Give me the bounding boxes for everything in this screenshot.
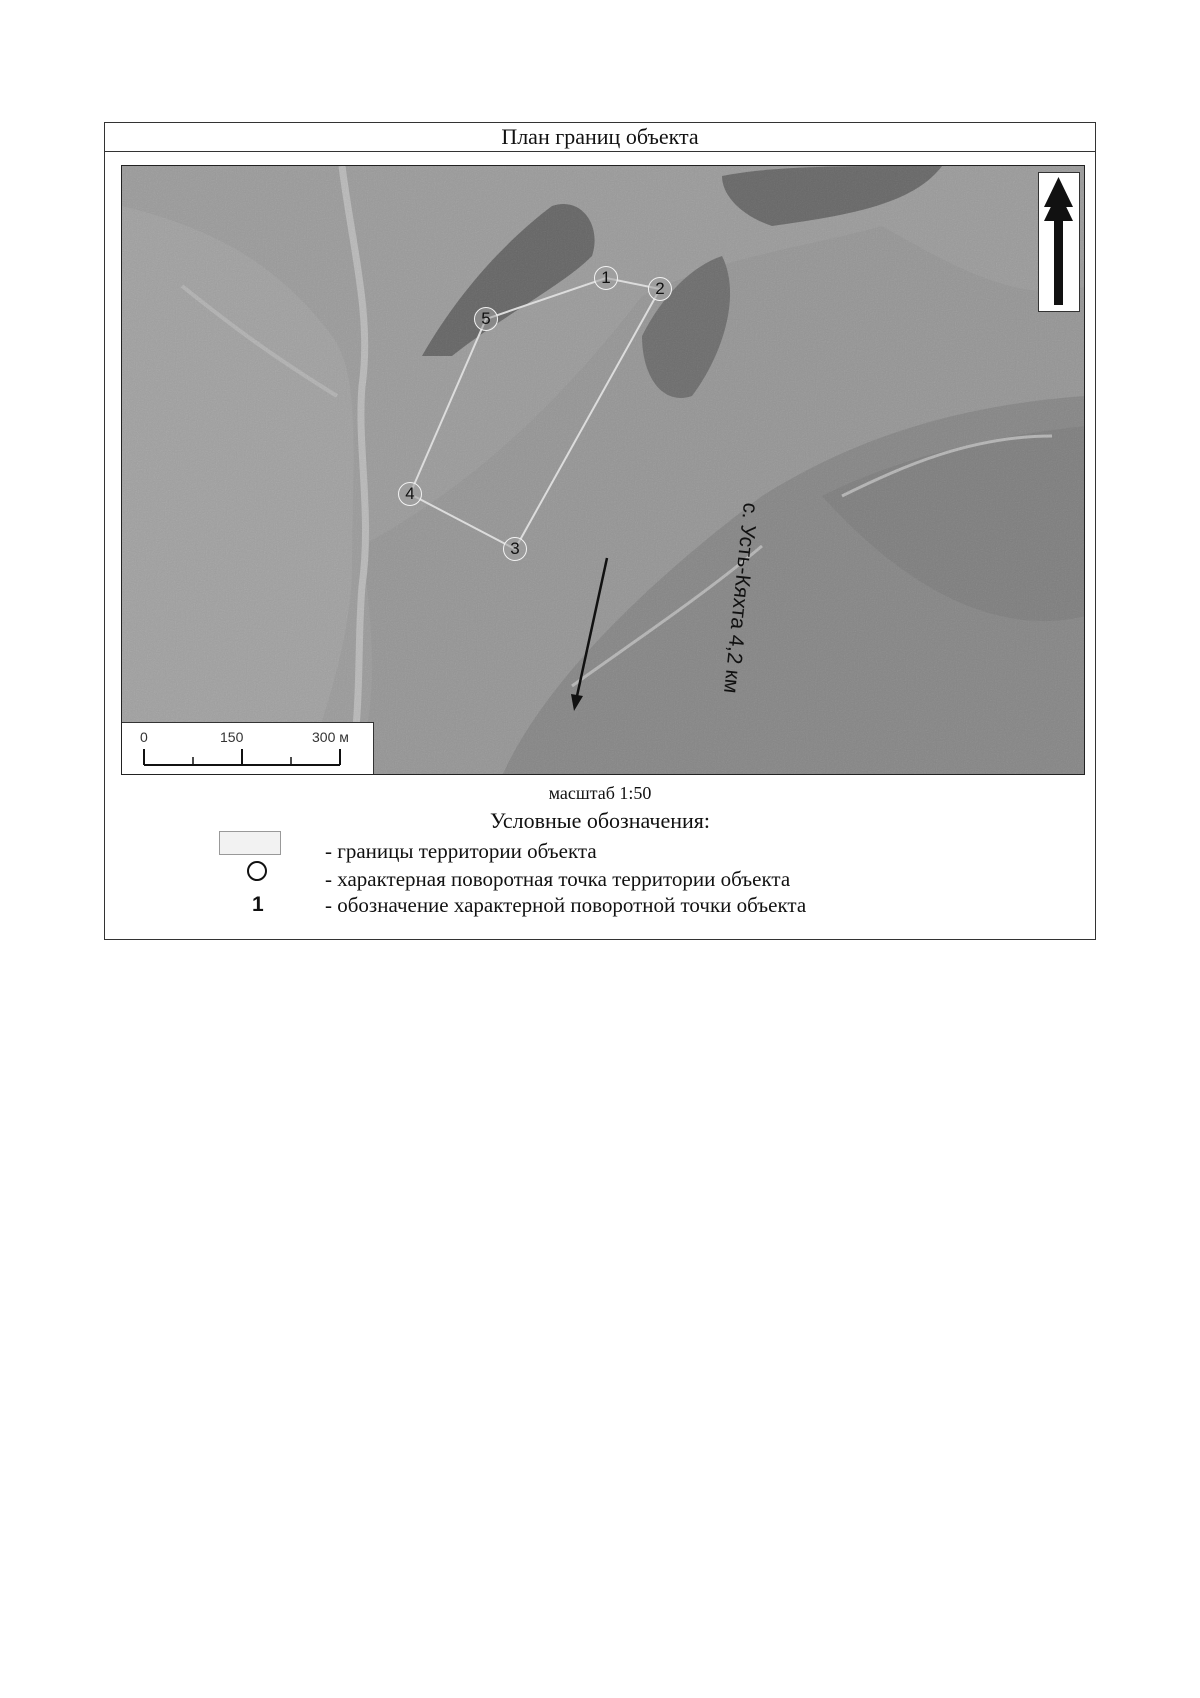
satellite-map: [121, 165, 1085, 775]
legend-item-point: [325, 867, 790, 892]
legend-text-point: - характерная поворотная точка территории объекта: [325, 867, 791, 891]
point-number-symbol: 1: [252, 893, 264, 916]
legend-title: Условные обозначения:: [489, 808, 711, 833]
north-arrow-box: [1038, 172, 1080, 312]
north-arrow-icon: [1039, 173, 1078, 310]
scale-caption: масштаб 1:50: [548, 783, 652, 803]
road-direction-label: с. Усть-Кяхта 4,2 км: [719, 501, 762, 695]
legend-item-label: [252, 893, 807, 918]
plan-title: План границ объекта: [105, 123, 1095, 152]
point-circle-icon: [247, 861, 267, 881]
legend-item-boundary: [325, 839, 597, 864]
legend-text-boundary: - границы территории объекта: [325, 839, 597, 863]
turning-point-1: 1: [594, 266, 618, 290]
boundary-rect-icon: [219, 831, 281, 855]
terrain-imagery: [122, 166, 1085, 775]
scale-tick-0: 0: [140, 729, 148, 745]
scale-bar: [122, 722, 374, 775]
turning-point-2: 2: [648, 277, 672, 301]
scale-ruler: [122, 723, 374, 775]
scale-tick-150: 150: [220, 729, 244, 745]
plan-frame: [104, 122, 1096, 940]
legend-text-label: - обозначение характерной поворотной точки объекта: [325, 893, 807, 917]
turning-point-5: 5: [474, 307, 498, 331]
turning-point-3: 3: [503, 537, 527, 561]
turning-point-4: 4: [398, 482, 422, 506]
scale-tick-300: 300 м: [312, 729, 349, 745]
